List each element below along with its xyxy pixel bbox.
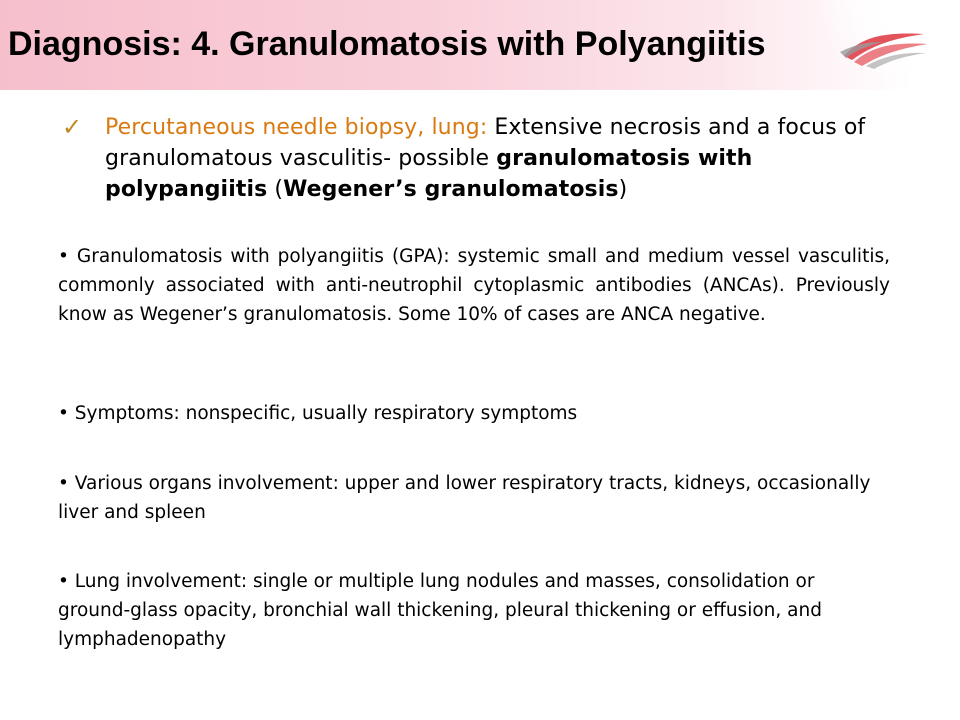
- biopsy-text-post: ): [618, 177, 628, 202]
- biopsy-text-bold-gpa: granulomatosis with polypangiitis: [105, 146, 753, 202]
- checkmark-icon: ✓: [62, 113, 83, 141]
- biopsy-lead: Percutaneous needle biopsy, lung:: [105, 115, 488, 140]
- bullet-gpa-definition: • Granulomatosis with polyangiitis (GPA): systemic small and medium vessel vasculitis, commonly associated with anti-neutrophil cytoplasmic antibodies (ANCAs). Previously know as Wegener’s granulomatosis. Some 10% of cases are ANCA negative.: [58, 246, 890, 325]
- bullet-lung: • Lung involvement: single or multiple lung nodules and masses, consolidation or ground-glass opacity, bronchial wall thickening, pleural thickening or effusion, and lymphadenopathy: [58, 571, 822, 650]
- swoosh-logo-icon: [838, 22, 930, 70]
- slide-title: Diagnosis: 4. Granulomatosis with Polyangiitis: [8, 25, 766, 63]
- biopsy-text-mid: (: [267, 177, 284, 202]
- biopsy-text: [105, 112, 910, 205]
- bullet-organs: • Various organs involvement: upper and lower respiratory tracts, kidneys, occasionally liver and spleen: [58, 473, 871, 523]
- bullet-symptoms: • Symptoms: nonspecific, usually respiratory symptoms: [58, 403, 578, 424]
- biopsy-text-pre: Extensive necrosis and a focus of granulomatous vasculitis- possible: [105, 115, 866, 171]
- biopsy-text-bold-wegener: Wegener’s granulomatosis: [283, 177, 619, 202]
